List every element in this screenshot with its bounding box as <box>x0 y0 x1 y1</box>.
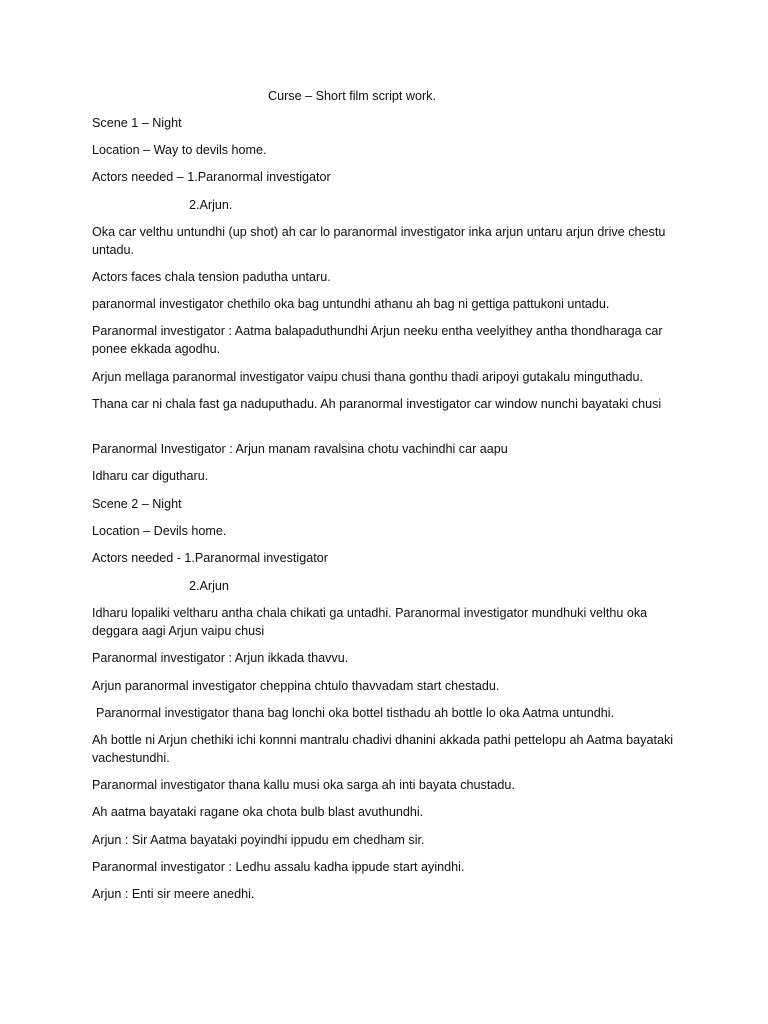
scene2-heading: Scene 2 – Night <box>92 497 182 511</box>
paragraph: paranormal investigator chethilo oka bag untundhi athanu ah bag ni gettiga pattukoni untadu. <box>92 297 610 311</box>
scene2-location: Location – Devils home. <box>92 524 227 538</box>
scene1-heading: Scene 1 – Night <box>92 116 182 130</box>
paragraph: Actors faces chala tension padutha untaru. <box>92 270 331 284</box>
paragraph: Arjun : Sir Aatma bayataki poyindhi ippudu em chedham sir. <box>92 833 425 847</box>
paragraph: Oka car velthu untundhi (up shot) ah car lo paranormal investigator inka arjun untaru arjun drive chestu untadu. <box>92 225 666 257</box>
paragraph: Arjun mellaga paranormal investigator vaipu chusi thana gonthu thadi aripoyi gutakalu minguthadu. <box>92 370 643 384</box>
scene1-actor2: 2.Arjun. <box>189 198 233 212</box>
paragraph: Arjun : Enti sir meere anedhi. <box>92 887 255 901</box>
paragraph: Arjun paranormal investigator cheppina chtulo thavvadam start chestadu. <box>92 679 500 693</box>
scene1-location: Location – Way to devils home. <box>92 143 267 157</box>
paragraph: Paranormal investigator thana kallu musi oka sarga ah inti bayata chustadu. <box>92 778 515 792</box>
paragraph: Paranormal investigator : Ledhu assalu kadha ippude start ayindhi. <box>92 860 465 874</box>
paragraph: Paranormal investigator : Aatma balapaduthundhi Arjun neeku entha veelyithey antha thondharaga car ponee ekkada agodhu. <box>92 324 663 356</box>
scene1-actors: Actors needed – 1.Paranormal investigator <box>92 170 331 184</box>
scene2-actor2: 2.Arjun <box>189 579 229 593</box>
paragraph: Idharu lopaliki veltharu antha chala chikati ga untadhi. Paranormal investigator mundhuki velthu oka deggara aagi Arjun vaipu chusi <box>92 606 648 638</box>
paragraph: Paranormal Investigator : Arjun manam ravalsina chotu vachindhi car aapu <box>92 442 508 456</box>
paragraph: Paranormal investigator thana bag lonchi oka bottel tisthadu ah bottle lo oka Aatma untundhi. <box>96 706 615 720</box>
paragraph: Ah bottle ni Arjun chethiki ichi konnni mantralu chadivi dhanini akkada pathi pettelopu ah Aatma bayataki vachestundhi. <box>92 733 674 765</box>
scene2-actors: Actors needed - 1.Paranormal investigator <box>92 551 328 565</box>
document-title: Curse – Short film script work. <box>268 89 436 103</box>
paragraph: Paranormal investigator : Arjun ikkada thavvu. <box>92 651 349 665</box>
paragraph: Ah aatma bayataki ragane oka chota bulb blast avuthundhi. <box>92 805 424 819</box>
paragraph: Thana car ni chala fast ga naduputhadu. Ah paranormal investigator car window nunchi bayataki chusi <box>92 397 662 411</box>
paragraph: Idharu car digutharu. <box>92 469 209 483</box>
